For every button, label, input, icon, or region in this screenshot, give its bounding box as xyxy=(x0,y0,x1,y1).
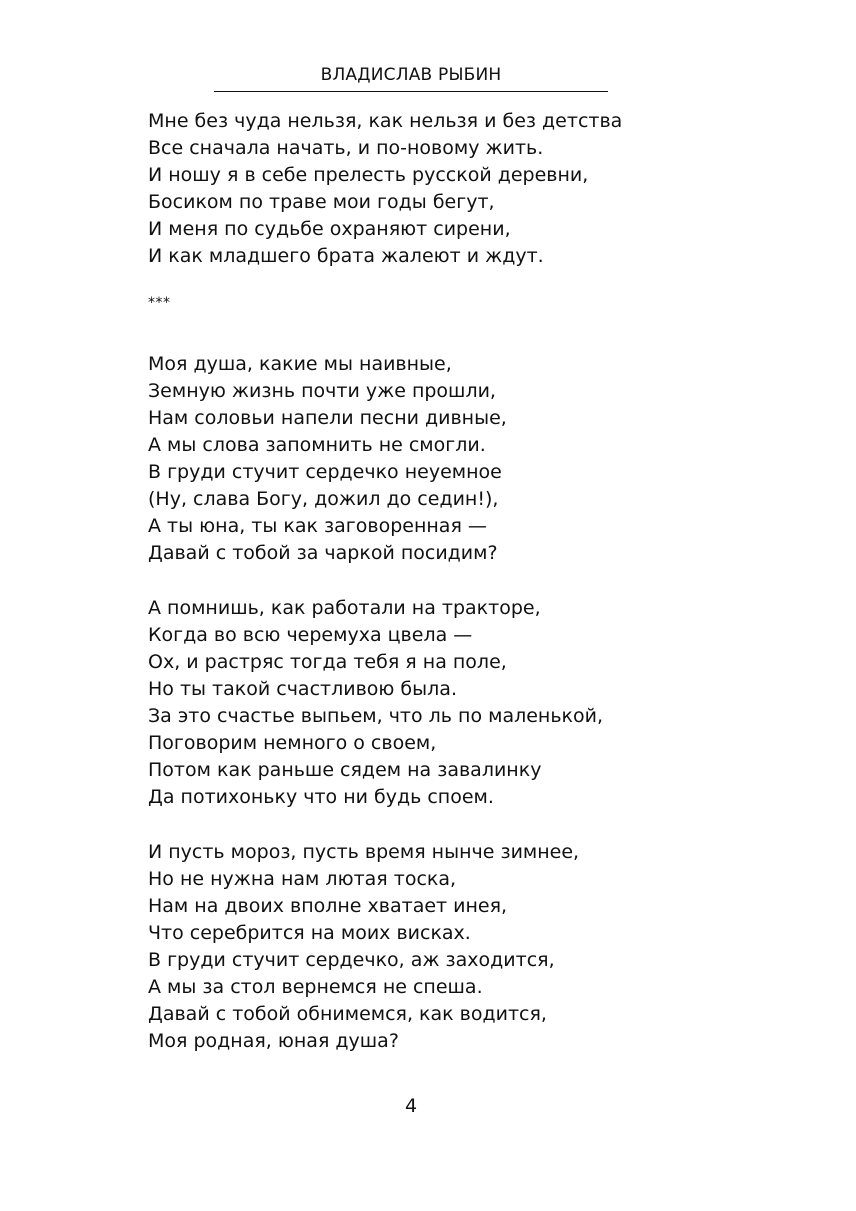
header-divider xyxy=(214,91,608,92)
running-header-author: ВЛАДИСЛАВ РЫБИН xyxy=(320,65,502,85)
poem-line: Моя душа, какие мы наивные, xyxy=(148,353,452,375)
poem-line: А ты юна, ты как заговоренная — xyxy=(148,515,487,537)
poem-line: Босиком по траве мои годы бегут, xyxy=(148,191,495,213)
poem-line: В груди стучит сердечко неуемное xyxy=(148,461,502,483)
poem-line: Моя родная, юная душа? xyxy=(148,1030,399,1052)
poem-line: Нам на двоих вполне хватает инея, xyxy=(148,895,508,917)
poem-line: Что серебрится на моих висках. xyxy=(148,922,471,944)
poem-line: (Ну, слава Богу, дожил до седин!), xyxy=(148,488,499,510)
poem-line: Мне без чуда нельзя, как нельзя и без детства xyxy=(148,110,623,132)
poem-line: Поговорим немного о своем, xyxy=(148,732,437,754)
poem-line: И как младшего брата жалеют и ждут. xyxy=(148,245,544,267)
poem-line: Давай с тобой за чаркой посидим? xyxy=(148,542,498,564)
poem-line: В груди стучит сердечко, аж заходится, xyxy=(148,949,555,971)
poem-line: Земную жизнь почти уже прошли, xyxy=(148,380,496,402)
poem-line: И пусть мороз, пусть время нынче зимнее, xyxy=(148,841,580,863)
page-number: 4 xyxy=(404,1095,418,1117)
poem-separator: *** xyxy=(148,295,171,311)
poem-line: Давай с тобой обнимемся, как водится, xyxy=(148,1003,547,1025)
poem-line: Когда во всю черемуха цвела — xyxy=(148,624,473,646)
poem-line: Нам соловьи напели песни дивные, xyxy=(148,407,507,429)
poem-line: Но не нужна нам лютая тоска, xyxy=(148,868,457,890)
poem-line: А мы слова запомнить не смогли. xyxy=(148,434,486,456)
poem-line: За это счастье выпьем, что ль по маленькой, xyxy=(148,705,604,727)
poem-line: И меня по судьбе охраняют сирени, xyxy=(148,218,511,240)
poem-line: Все сначала начать, и по-новому жить. xyxy=(148,137,544,159)
poem-line: Потом как раньше сядем на завалинку xyxy=(148,759,542,781)
poem-line: А мы за стол вернемся не спеша. xyxy=(148,976,483,998)
poem-line: Ох, и растряс тогда тебя я на поле, xyxy=(148,651,507,673)
poem-line: И ношу я в себе прелесть русской деревни, xyxy=(148,164,589,186)
poem-line: Да потихоньку что ни будь споем. xyxy=(148,786,494,808)
poem-line: А помнишь, как работали на тракторе, xyxy=(148,597,541,619)
poem-line: Но ты такой счастливою была. xyxy=(148,678,457,700)
